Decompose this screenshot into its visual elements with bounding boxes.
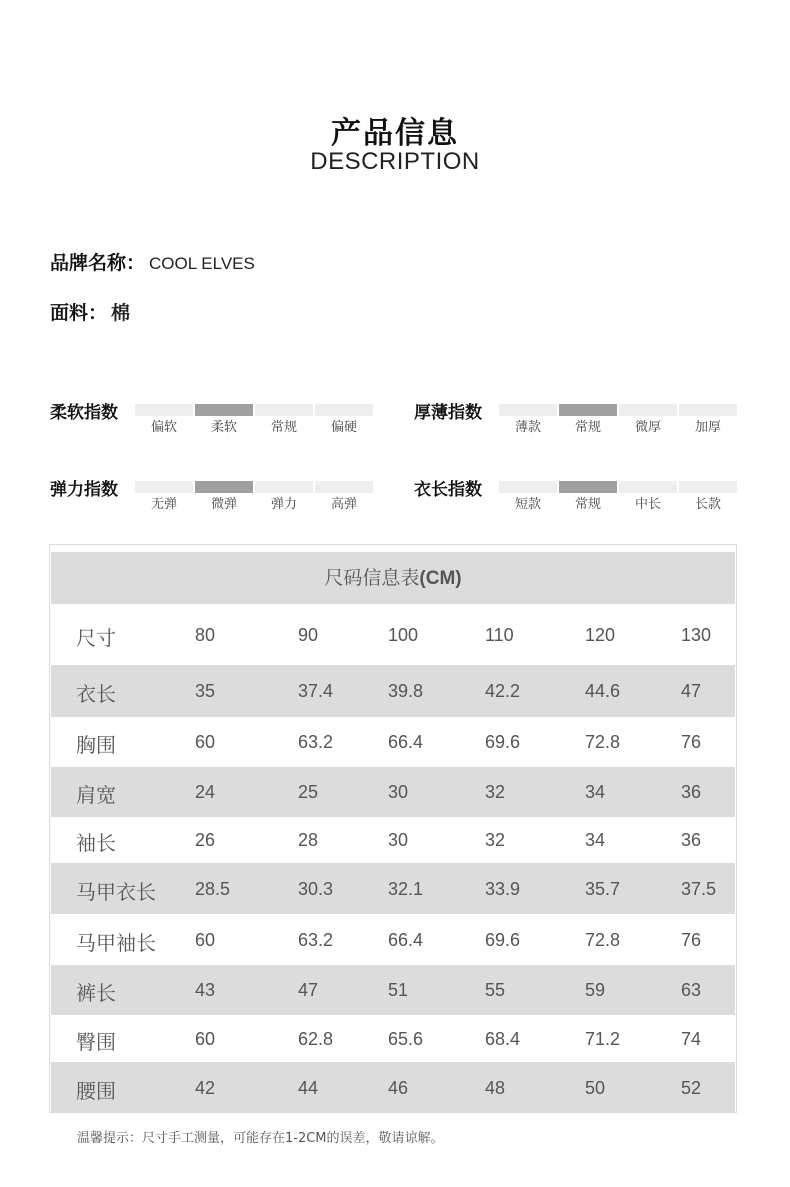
index-option-label: 弹力 <box>270 497 297 512</box>
table-row <box>51 965 735 1015</box>
index-segment <box>499 481 557 493</box>
table-row <box>51 717 735 767</box>
table-row <box>51 1015 735 1062</box>
table-cell: 90 <box>298 625 319 645</box>
table-cell: 52 <box>681 1078 702 1098</box>
index-group <box>50 475 380 535</box>
index-label: 衣长指数 <box>414 480 482 500</box>
table-cell: 76 <box>681 930 702 950</box>
index-option-label: 加厚 <box>694 420 721 435</box>
table-row <box>51 863 735 914</box>
table-cell: 66.4 <box>388 930 424 950</box>
fabric-value: 棉 <box>111 303 131 324</box>
index-option-label: 常规 <box>574 420 601 435</box>
table-cell: 39.8 <box>388 681 424 701</box>
table-cell: 37.5 <box>681 879 717 899</box>
table-cell: 28.5 <box>195 879 231 899</box>
table-cell: 43 <box>195 980 216 1000</box>
index-option-label: 柔软 <box>210 420 237 435</box>
table-cell: 24 <box>195 782 216 802</box>
row-label: 尺寸 <box>76 626 116 650</box>
table-cell: 63 <box>681 980 702 1000</box>
index-label: 弹力指数 <box>50 480 118 500</box>
index-segment-selected <box>195 404 253 416</box>
index-option-label: 短款 <box>514 497 541 512</box>
index-option-label: 微厚 <box>634 420 661 435</box>
table-cell: 110 <box>485 625 514 645</box>
table-cell: 72.8 <box>585 930 621 950</box>
index-group <box>414 475 744 535</box>
table-row <box>51 817 735 863</box>
index-segment <box>315 481 373 493</box>
table-cell: 30 <box>388 830 409 850</box>
table-cell: 48 <box>485 1078 506 1098</box>
index-segment <box>255 404 313 416</box>
table-cell: 68.4 <box>485 1029 521 1049</box>
index-group <box>414 398 744 458</box>
table-cell: 42.2 <box>485 681 521 701</box>
table-cell: 30.3 <box>298 879 334 899</box>
table-cell: 34 <box>585 782 606 802</box>
row-label: 衣长 <box>76 682 116 706</box>
page-title: 产品信息 <box>331 116 459 151</box>
table-cell: 71.2 <box>585 1029 621 1049</box>
table-cell: 30 <box>388 782 409 802</box>
table-cell: 42 <box>195 1078 216 1098</box>
index-segment <box>135 481 193 493</box>
index-option-label: 偏硬 <box>330 420 357 435</box>
table-cell: 50 <box>585 1078 606 1098</box>
table-cell: 63.2 <box>298 930 334 950</box>
table-cell: 34 <box>585 830 606 850</box>
index-segment <box>679 481 737 493</box>
table-cell: 69.6 <box>485 930 521 950</box>
table-cell: 69.6 <box>485 732 521 752</box>
table-cell: 44 <box>298 1078 319 1098</box>
table-cell: 35 <box>195 681 216 701</box>
table-cell: 72.8 <box>585 732 621 752</box>
footnote: 温馨提示：尺寸手工测量，可能存在1-2CM的误差，敬请谅解。 <box>77 1131 444 1146</box>
table-cell: 25 <box>298 782 319 802</box>
index-segment-selected <box>195 481 253 493</box>
index-segment <box>135 404 193 416</box>
index-segment <box>619 404 677 416</box>
row-label: 马甲衣长 <box>76 880 156 904</box>
index-segment <box>255 481 313 493</box>
size-table <box>49 544 737 1113</box>
index-segment <box>499 404 557 416</box>
row-label: 马甲袖长 <box>76 931 156 955</box>
page-subtitle: DESCRIPTION <box>310 148 480 175</box>
table-cell: 76 <box>681 732 702 752</box>
size-table-title: 尺码信息表 <box>324 567 420 589</box>
row-label: 肩宽 <box>76 783 116 807</box>
table-cell: 47 <box>298 980 319 1000</box>
table-cell: 51 <box>388 980 409 1000</box>
index-segment <box>315 404 373 416</box>
table-cell: 120 <box>585 625 616 645</box>
table-row <box>51 665 735 717</box>
table-cell: 65.6 <box>388 1029 424 1049</box>
table-cell: 60 <box>195 930 216 950</box>
index-option-label: 长款 <box>694 497 721 512</box>
table-cell: 28 <box>298 830 319 850</box>
row-label: 臀围 <box>76 1030 116 1054</box>
table-cell: 60 <box>195 732 216 752</box>
table-cell: 47 <box>681 681 702 701</box>
table-cell: 100 <box>388 625 419 645</box>
table-cell: 63.2 <box>298 732 334 752</box>
row-label: 腰围 <box>76 1079 116 1103</box>
row-label: 胸围 <box>76 733 116 757</box>
table-cell: 74 <box>681 1029 702 1049</box>
index-segment-selected <box>559 481 617 493</box>
table-cell: 130 <box>681 625 712 645</box>
table-cell: 55 <box>485 980 506 1000</box>
index-option-label: 高弹 <box>330 497 357 512</box>
table-cell: 60 <box>195 1029 216 1049</box>
size-table-unit: (CM) <box>419 568 462 589</box>
index-label: 厚薄指数 <box>414 403 482 423</box>
table-cell: 59 <box>585 980 606 1000</box>
index-group <box>50 398 380 458</box>
table-cell: 62.8 <box>298 1029 334 1049</box>
index-label: 柔软指数 <box>50 403 118 423</box>
table-cell: 37.4 <box>298 681 334 701</box>
brand-value: COOL ELVES <box>149 254 255 273</box>
table-row <box>51 914 735 965</box>
table-cell: 33.9 <box>485 879 521 899</box>
index-segment <box>619 481 677 493</box>
table-cell: 32 <box>485 830 506 850</box>
table-cell: 66.4 <box>388 732 424 752</box>
row-label: 袖长 <box>76 831 116 855</box>
index-option-label: 薄款 <box>514 420 541 435</box>
table-cell: 36 <box>681 830 702 850</box>
index-option-label: 偏软 <box>150 420 177 435</box>
brand-info <box>50 248 255 275</box>
brand-label: 品牌名称： <box>50 252 146 274</box>
index-option-label: 微弹 <box>210 497 237 512</box>
table-cell: 35.7 <box>585 879 621 899</box>
index-option-label: 无弹 <box>150 497 177 512</box>
table-cell: 44.6 <box>585 681 621 701</box>
table-row <box>51 767 735 817</box>
size-table-header <box>51 552 735 604</box>
table-cell: 32 <box>485 782 506 802</box>
table-cell: 36 <box>681 782 702 802</box>
row-label: 裤长 <box>76 981 116 1005</box>
table-row <box>51 604 735 665</box>
index-option-label: 中长 <box>634 497 661 512</box>
index-option-label: 常规 <box>574 497 601 512</box>
fabric-label: 面料： <box>50 302 108 324</box>
index-segment <box>679 404 737 416</box>
fabric-info <box>50 298 130 325</box>
table-cell: 80 <box>195 625 216 645</box>
index-segment-selected <box>559 404 617 416</box>
table-row <box>51 1062 735 1113</box>
table-cell: 32.1 <box>388 879 424 899</box>
table-cell: 26 <box>195 830 216 850</box>
table-cell: 46 <box>388 1078 409 1098</box>
index-option-label: 常规 <box>270 420 297 435</box>
